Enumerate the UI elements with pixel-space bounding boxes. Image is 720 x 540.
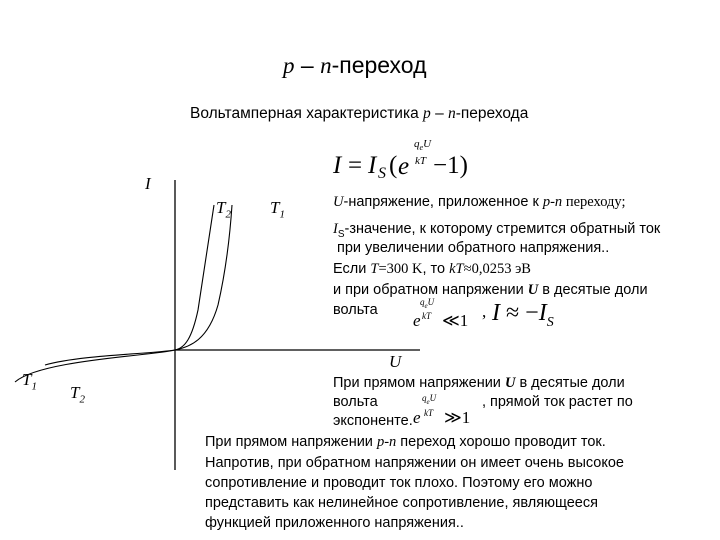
reverse-line1 [333,281,648,300]
curve-t1 [15,205,232,382]
formula-exp-u: U [423,138,432,150]
title-dash: – [294,52,321,78]
rev-text1b: в десятые доли [538,282,648,298]
title-p: p [283,53,295,78]
rev-result-i: I [492,300,500,326]
concl-pn: p-n [376,434,397,450]
t2-bottom-sub: 2 [79,393,85,406]
conclusion-line1 [205,433,606,452]
rev-text1a: и при обратном напряжении [333,282,528,298]
label-t1-top [270,198,285,220]
forward-line2a: вольта [333,394,378,410]
u-def-pn: p-n [542,194,563,210]
reverse-line2: вольта [333,302,378,318]
subtitle-dash: – [430,105,448,122]
fwd-cond-q: q [422,393,427,403]
is-text1: -значение, к которому стремится обратный ток [344,221,661,237]
t2-top-letter: T [216,198,226,217]
conclusion-line3: сопротивление и проводит ток плохо. Поэтому его можно [205,475,593,491]
conclusion-line2: Напротив, при обратном напряжении он имеет очень высокое [205,455,624,471]
fwd-cond-qsub: e [426,397,430,406]
label-t1-bottom [22,370,37,392]
if-val: =300 K [378,261,423,277]
formula-exp-qsub: e [419,143,424,153]
if-mid: , то [422,261,450,277]
forward-line3: экспоненте. [333,413,413,429]
fwd-cond-u: U [429,393,437,403]
t1-top-letter: T [270,198,280,217]
if-approx: ≈0,0253 эВ [463,261,531,277]
u-var: U [333,194,344,210]
curve-t2 [45,205,214,365]
forward-line2b: , прямой ток растет по [482,394,633,410]
forward-line1 [333,374,625,393]
formula-is: I [368,152,377,179]
t1-bottom-letter: T [22,370,32,389]
if-text: Если [333,261,371,277]
conclusion-line4: представить как нелинейное сопротивление, являющееся [205,495,598,511]
subtitle-n: n [448,105,456,122]
concl-1a: При прямом напряжении [205,434,377,450]
rev-cond-den: kT [422,311,431,321]
rev-cond-exp-num [420,297,434,310]
rev-cond-value: ≪1 [442,311,469,330]
u-def-text: -напряжение, приложенное к [343,194,543,210]
rev-comma: , [482,302,487,321]
fwd-text1a: При прямом напряжении [333,375,505,391]
rev-result-mid: ≈ − [500,300,539,326]
is-var: I [333,221,338,237]
formula-e: e [398,153,410,180]
u-def-end: переходу; [562,194,626,210]
formula-exp-den: kT [415,155,426,167]
formula-is-sub: S [378,165,386,182]
rev-cond-u: U [427,297,435,307]
concl-1b: переход хорошо проводит ток. [396,434,606,450]
is-definition-line2: при увеличении обратного напряжения.. [337,240,610,256]
fwd-cond-e: e [413,408,421,427]
if-line [333,260,531,279]
t2-top-sub: 2 [225,208,231,221]
reverse-result [492,300,554,331]
label-t2-top [216,198,231,220]
t1-top-sub: 1 [279,208,285,221]
subtitle-suffix: -перехода [455,105,529,122]
subtitle-prefix: Вольтамперная характеристика [190,105,424,122]
u-definition [333,193,626,212]
formula-paren: ( [389,152,398,179]
rev-cond-e: e [413,311,421,330]
rev-cond-qsub: e [424,301,428,310]
if-t: T [370,261,379,277]
title-suffix: -переход [331,52,427,78]
formula-lhs: I [333,152,342,179]
rev-result-sub: S [546,314,554,330]
fwd-cond-den: kT [424,408,433,418]
formula-exp-q: q [414,138,420,150]
x-axis-label: U [389,352,402,371]
title-n: n [320,53,332,78]
fwd-text1b: в десятые доли [515,375,625,391]
formula-tail: −1) [433,152,468,179]
rev-cond-q: q [420,297,425,307]
fwd-u: U [504,375,516,391]
is-sub: S [337,228,345,240]
if-k: k [449,261,456,277]
y-axis-label: I [145,174,151,193]
rev-result-is: I [538,300,547,326]
conclusion-line5: функцией приложенного напряжения.. [205,515,464,531]
label-t2-bottom [70,383,85,405]
subtitle-p: p [423,105,431,122]
t2-bottom-letter: T [70,383,80,402]
t1-bottom-sub: 1 [31,380,37,393]
rev-u: U [527,282,539,298]
if-t2: T [455,261,464,277]
fwd-cond-value: ≫1 [444,408,471,427]
formula-eq: = [348,152,363,179]
fwd-cond-exp-num [422,393,436,406]
